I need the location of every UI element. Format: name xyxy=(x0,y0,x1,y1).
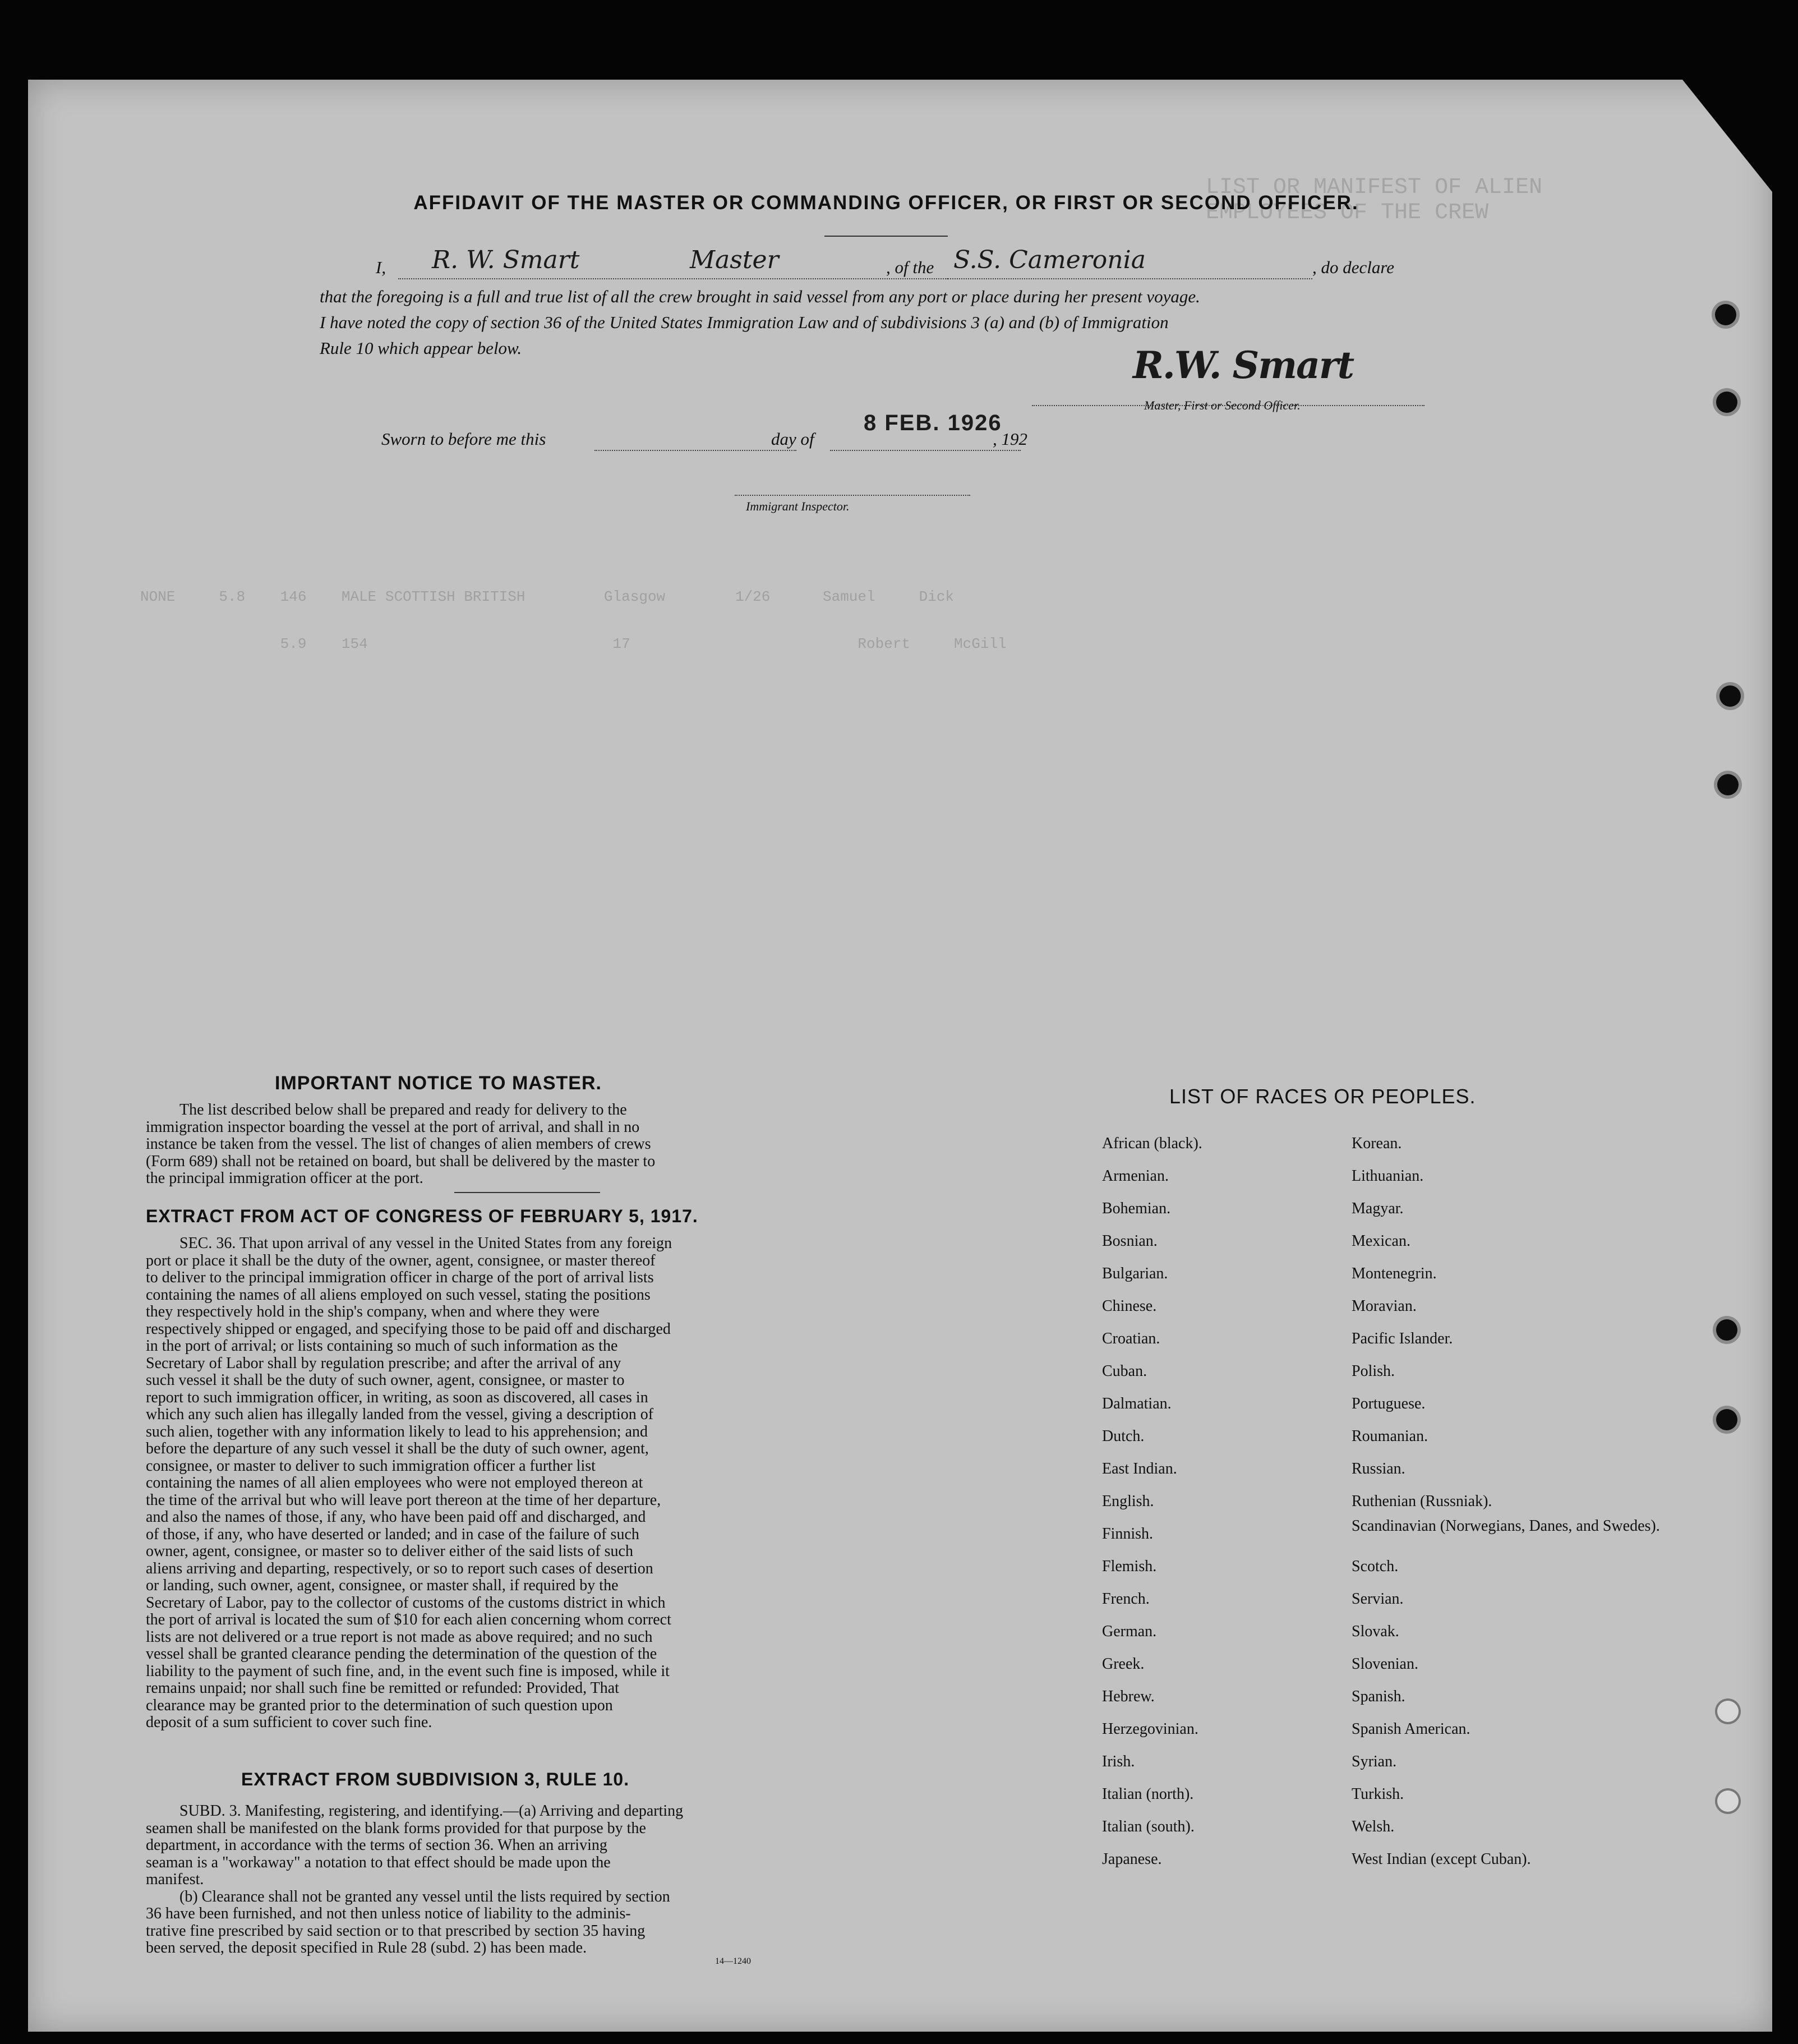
rule-line: trative fine prescribed by said section or to that prescribed by section 35 having xyxy=(146,1922,646,1940)
act-line: consignee, or master to deliver to such immigration officer a further list xyxy=(146,1457,596,1475)
page-corner-fold xyxy=(1682,80,1772,192)
race-item: Syrian. xyxy=(1352,1753,1397,1770)
race-item: Bosnian. xyxy=(1102,1232,1158,1250)
vessel-name: S.S. Cameronia xyxy=(953,246,1146,274)
punch-hole-icon xyxy=(1717,1790,1739,1812)
race-item: Roumanian. xyxy=(1352,1428,1428,1445)
race-item: Hebrew. xyxy=(1102,1688,1155,1705)
act-line: Secretary of Labor, pay to the collector of customs of the customs district in which xyxy=(146,1594,666,1612)
act-line: or landing, such owner, agent, consignee, or master shall, if required by the xyxy=(146,1577,619,1594)
act-extract-body xyxy=(146,1235,858,1732)
act-line: containing the names of all alien employees who were not employed thereon at xyxy=(146,1474,643,1491)
race-item: Herzegovinian. xyxy=(1102,1720,1198,1738)
act-line: clearance may be granted prior to the determination of such question upon xyxy=(146,1696,613,1714)
race-item: Slovenian. xyxy=(1352,1655,1418,1673)
race-item: Polish. xyxy=(1352,1362,1395,1380)
race-item: African (black). xyxy=(1102,1135,1202,1152)
act-line: owner, agent, consignee, or master so to deliver either of the said lists of such xyxy=(146,1543,633,1560)
act-line: aliens arriving and departing, respectively, or so to report such cases of desertion xyxy=(146,1559,653,1577)
rule-line: manifest. xyxy=(146,1871,204,1888)
punch-hole-icon xyxy=(1716,392,1737,413)
punch-hole-icon xyxy=(1715,304,1736,325)
affidavit-i-label: I, xyxy=(376,257,386,277)
punch-hole-icon xyxy=(1717,1701,1739,1722)
act-line: in the port of arrival; or lists containing so much of such information as the xyxy=(146,1337,618,1355)
act-line: vessel shall be granted clearance pending the determination of the question of the xyxy=(146,1645,657,1663)
race-item: Slovak. xyxy=(1352,1623,1399,1640)
race-item: Welsh. xyxy=(1352,1818,1395,1835)
rule-extract-title: EXTRACT FROM SUBDIVISION 3, RULE 10. xyxy=(241,1769,630,1789)
inspector-caption: Immigrant Inspector. xyxy=(746,499,850,513)
act-line: remains unpaid; nor shall such fine be remitted or refunded: Provided, That xyxy=(146,1679,619,1697)
race-item: Armenian. xyxy=(1102,1167,1169,1185)
act-line: to deliver to the principal immigration officer in charge of the port of arrival lists xyxy=(146,1269,654,1286)
notice-line: The list described below shall be prepared and ready for delivery to the xyxy=(179,1101,627,1118)
rule-line: been served, the deposit specified in Rule 28 (subd. 2) has been made. xyxy=(146,1939,587,1956)
race-item: Portuguese. xyxy=(1352,1395,1426,1412)
vessel-line xyxy=(948,246,1312,279)
race-item: Flemish. xyxy=(1102,1558,1157,1575)
document-sheet xyxy=(28,80,1772,2032)
race-item: Moravian. xyxy=(1352,1297,1417,1315)
act-line: and also the names of those, if any, who have been paid off and discharged, and xyxy=(146,1508,646,1526)
notice-line: (Form 689) shall not be retained on board, but shall be delivered by the master to xyxy=(146,1152,656,1170)
race-item: Italian (north). xyxy=(1102,1785,1194,1803)
race-item: Turkish. xyxy=(1352,1785,1404,1803)
rule-line: department, in accordance with the terms of section 36. When an arriving xyxy=(146,1836,607,1854)
rule-line: SUBD. 3. Manifesting, registering, and identifying.—(a) Arriving and departing xyxy=(179,1802,684,1820)
race-item: Mexican. xyxy=(1352,1232,1410,1250)
form-number: 14—1240 xyxy=(715,1956,751,1966)
rule-extract-body xyxy=(146,1803,858,1957)
statement-line-2: I have noted the copy of section 36 of the United States Immigration Law and of subdivisions 3 (a) and (b) of Immigration xyxy=(320,312,1169,332)
act-line: they respectively hold in the ship's company, when and where they were xyxy=(146,1303,600,1320)
rule-line: 36 have been furnished, and not then unless notice of liability to the adminis- xyxy=(146,1905,631,1922)
rule-line: seaman is a "workaway" a notation to that effect should be made upon the xyxy=(146,1853,611,1871)
act-line: such alien, together with any information likely to lead to his apprehension; and xyxy=(146,1422,648,1440)
act-line: report to such immigration officer, in writing, as soon as discovered, all cases in xyxy=(146,1388,648,1406)
notice-line: instance be taken from the vessel. The list of changes of alien members of crews xyxy=(146,1135,651,1153)
race-item: Russian. xyxy=(1352,1460,1405,1477)
bleed-through-text: LIST OR MANIFEST OF ALIEN EMPLOYEES OF THE CREW NONE 5.8 146 MALE SCOTTISH BRITISH Glasgow 1/26 Samuel Dick 5.9 154 17 Robert McGill xyxy=(140,175,1543,652)
race-item: Ruthenian (Russniak). xyxy=(1352,1493,1492,1510)
act-extract-title: EXTRACT FROM ACT OF CONGRESS OF FEBRUARY 5, 1917. xyxy=(146,1206,698,1226)
race-item: English. xyxy=(1102,1493,1154,1510)
race-item: Irish. xyxy=(1102,1753,1135,1770)
signature-caption: Master, First or Second Officer. xyxy=(1144,398,1301,412)
act-line: the port of arrival is located the sum of $10 for each alien concerning whom correct xyxy=(146,1611,671,1628)
title-divider xyxy=(824,236,948,237)
rule-line: seamen shall be manifested on the blank forms provided for that purpose by the xyxy=(146,1819,646,1837)
day-of-label: day of xyxy=(771,429,814,449)
sworn-label: Sworn to before me this xyxy=(381,429,546,449)
notice-title: IMPORTANT NOTICE TO MASTER. xyxy=(275,1072,602,1094)
declarant-line xyxy=(398,246,948,279)
of-the-label: , of the xyxy=(886,257,934,277)
race-item: Chinese. xyxy=(1102,1297,1157,1315)
race-item: Scotch. xyxy=(1352,1558,1399,1575)
race-item: Cuban. xyxy=(1102,1362,1147,1380)
race-item: Bulgarian. xyxy=(1102,1265,1168,1282)
affidavit-title: AFFIDAVIT OF THE MASTER OR COMMANDING OFFICER, OR FIRST OR SECOND OFFICER. xyxy=(413,192,1359,214)
race-item: Dalmatian. xyxy=(1102,1395,1172,1412)
act-line: SEC. 36. That upon arrival of any vessel in the United States from any foreign xyxy=(179,1235,672,1252)
race-item: Lithuanian. xyxy=(1352,1167,1424,1185)
race-item: Korean. xyxy=(1352,1135,1402,1152)
punch-hole-icon xyxy=(1716,1409,1737,1430)
act-line: of those, if any, who have deserted or landed; and in case of the failure of such xyxy=(146,1525,639,1543)
race-item: Montenegrin. xyxy=(1352,1265,1437,1282)
act-line: such vessel it shall be the duty of such owner, agent, consignee, or master to xyxy=(146,1371,625,1389)
do-declare-label: , do declare xyxy=(1312,257,1395,277)
act-line: Secretary of Labor shall by regulation prescribe; and after the arrival of any xyxy=(146,1354,621,1372)
races-title: LIST OF RACES OR PEOPLES. xyxy=(1169,1085,1476,1108)
notice-divider xyxy=(454,1192,600,1193)
act-line: containing the names of all aliens employed on such vessel, stating the positions xyxy=(146,1286,651,1304)
race-item: Dutch. xyxy=(1102,1428,1145,1445)
race-item: Croatian. xyxy=(1102,1330,1160,1347)
race-item: Japanese. xyxy=(1102,1850,1162,1868)
declarant-name: R. W. Smart xyxy=(432,246,580,274)
notice-line: immigration inspector boarding the vessel at the port of arrival, and shall in no xyxy=(146,1118,640,1136)
race-item: Bohemian. xyxy=(1102,1200,1171,1217)
race-item: Spanish American. xyxy=(1352,1720,1470,1738)
sworn-day-line xyxy=(594,427,796,451)
races-left-column xyxy=(1102,1127,1338,1876)
declarant-rank: Master xyxy=(690,246,779,274)
notice-line: the principal immigration officer at the port. xyxy=(146,1170,423,1187)
year-prefix: , 192 xyxy=(993,429,1027,449)
punch-hole-icon xyxy=(1717,774,1739,795)
notice-body xyxy=(146,1102,858,1187)
act-line: port or place it shall be the duty of the owner, agent, consignee, or master thereof xyxy=(146,1251,656,1269)
race-item: German. xyxy=(1102,1623,1157,1640)
races-right-column xyxy=(1352,1127,1688,1876)
statement-line-1: that the foregoing is a full and true list of all the crew brought in said vessel from any port or place during her present voyage. xyxy=(320,287,1200,306)
race-item: Greek. xyxy=(1102,1655,1145,1673)
master-signature: R.W. Smart xyxy=(1133,343,1354,387)
race-item: Magyar. xyxy=(1352,1200,1404,1217)
race-item: Scandinavian (Norwegians, Danes, and Swedes). xyxy=(1352,1517,1660,1535)
act-line: liability to the payment of such fine, and, in the event such fine is imposed, while it xyxy=(146,1662,670,1680)
act-line: lists are not delivered or a true report is not made as above required; and no such xyxy=(146,1628,653,1646)
punch-hole-icon xyxy=(1716,1319,1737,1341)
act-line: which any such alien has illegally landed from the vessel, giving a description of xyxy=(146,1406,654,1423)
race-item: Servian. xyxy=(1352,1590,1404,1608)
race-item: Pacific Islander. xyxy=(1352,1330,1453,1347)
date-stamp: 8 FEB. 1926 xyxy=(864,411,1002,435)
race-item: French. xyxy=(1102,1590,1150,1608)
race-item: Spanish. xyxy=(1352,1688,1405,1705)
race-item: West Indian (except Cuban). xyxy=(1352,1850,1531,1868)
act-line: respectively shipped or engaged, and specifying those to be paid off and discharged xyxy=(146,1320,671,1338)
rule-line: (b) Clearance shall not be granted any vessel until the lists required by section xyxy=(179,1888,670,1905)
race-item: Italian (south). xyxy=(1102,1818,1195,1835)
act-line: before the departure of any such vessel it shall be the duty of such owner, agent, xyxy=(146,1440,649,1457)
act-line: the time of the arrival but who will leave port thereon at the time of her departure, xyxy=(146,1491,661,1509)
punch-hole-icon xyxy=(1719,685,1741,707)
statement-line-3: Rule 10 which appear below. xyxy=(320,338,522,358)
race-item: Finnish. xyxy=(1102,1525,1154,1543)
act-line: deposit of a sum sufficient to cover such fine. xyxy=(146,1714,432,1731)
race-item: East Indian. xyxy=(1102,1460,1177,1477)
inspector-line xyxy=(735,472,970,496)
